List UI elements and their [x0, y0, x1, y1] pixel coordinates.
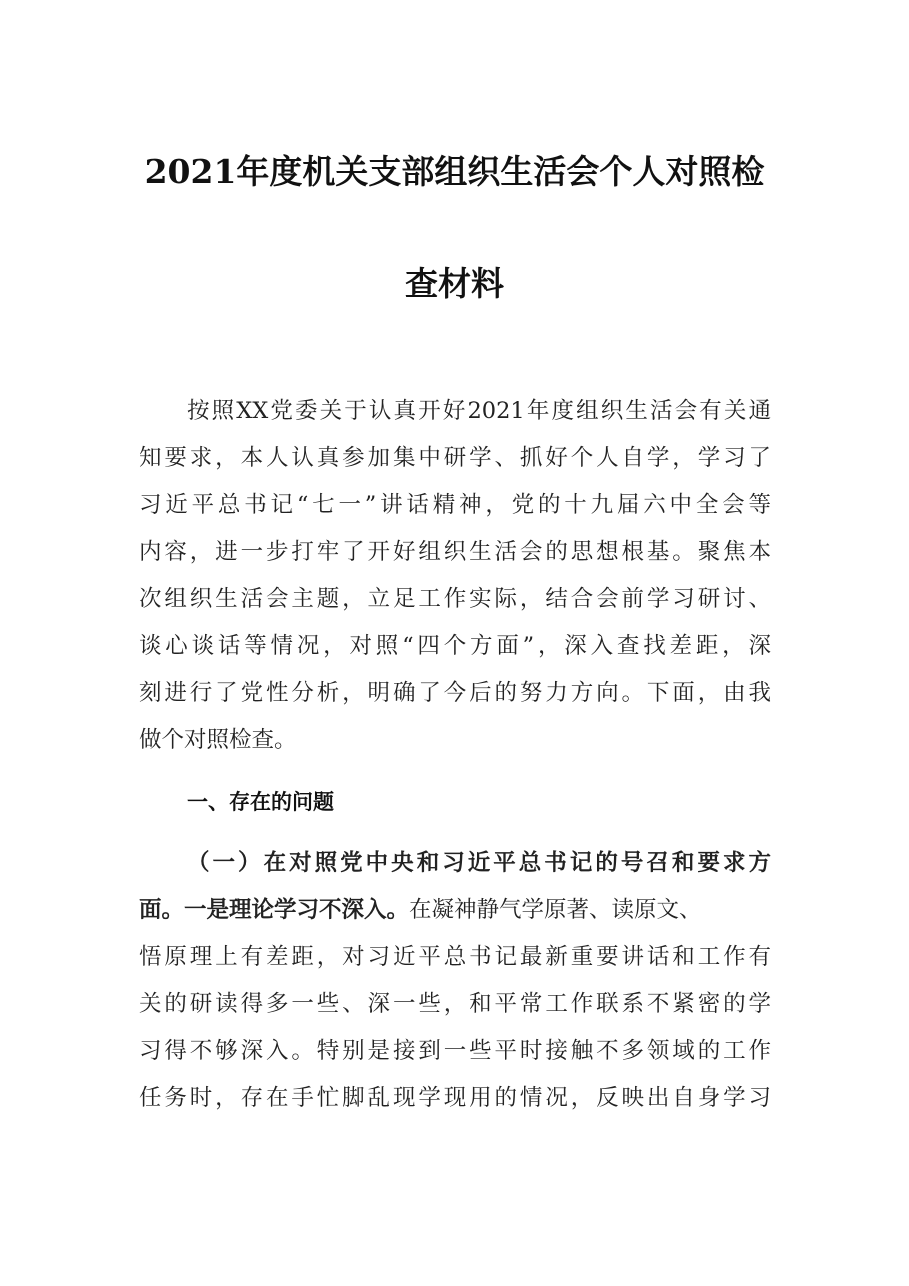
- intro-paragraph-line: 刻进行了党性分析，明确了今后的努力方向。下面，由我: [139, 680, 771, 706]
- intro-paragraph-line: 内容，进一步打牢了开好组织生活会的思想根基。聚焦本: [139, 539, 771, 565]
- intro-paragraph-line: 次组织生活会主题，立足工作实际，结合会前学习研讨、: [139, 586, 771, 612]
- subsection-heading-line: （一）在对照党中央和习近平总书记的号召和要求方: [187, 850, 771, 876]
- subsection-text: 在凝神静气学原著、读原文、: [409, 897, 702, 923]
- intro-paragraph-line: 谈心谈话等情况，对照“四个方面”，深入查找差距，深: [139, 633, 771, 659]
- subsection-paragraph-line: 关的研读得多一些、深一些，和平常工作联系不紧密的学: [139, 991, 771, 1017]
- section-heading: 一、存在的问题: [187, 790, 334, 814]
- subsection-paragraph-line: 悟原理上有差距，对习近平总书记最新重要讲话和工作有: [139, 944, 771, 970]
- subsection-paragraph-line: 习得不够深入。特别是接到一些平时接触不多领域的工作: [139, 1038, 771, 1064]
- subsection-paragraph-line: 任务时，存在手忙脚乱现学现用的情况，反映出自身学习: [139, 1085, 771, 1111]
- subsection-paragraph-line: [139, 895, 771, 925]
- intro-paragraph-line: 知要求，本人认真参加集中研学、抓好个人自学，学习了: [139, 445, 771, 471]
- intro-paragraph-line: 习近平总书记“七一”讲话精神，党的十九届六中全会等: [139, 492, 771, 518]
- document-title-line-2: 查材料: [405, 264, 504, 303]
- intro-paragraph-line: 按照XX党委关于认真开好2021年度组织生活会有关通: [187, 398, 771, 424]
- intro-paragraph-line: 做个对照检查。: [139, 727, 297, 753]
- document-title-line-1: 2021年度机关支部组织生活会个人对照检: [144, 152, 765, 191]
- subsection-bold-lead: 面。一是理论学习不深入。: [139, 897, 410, 923]
